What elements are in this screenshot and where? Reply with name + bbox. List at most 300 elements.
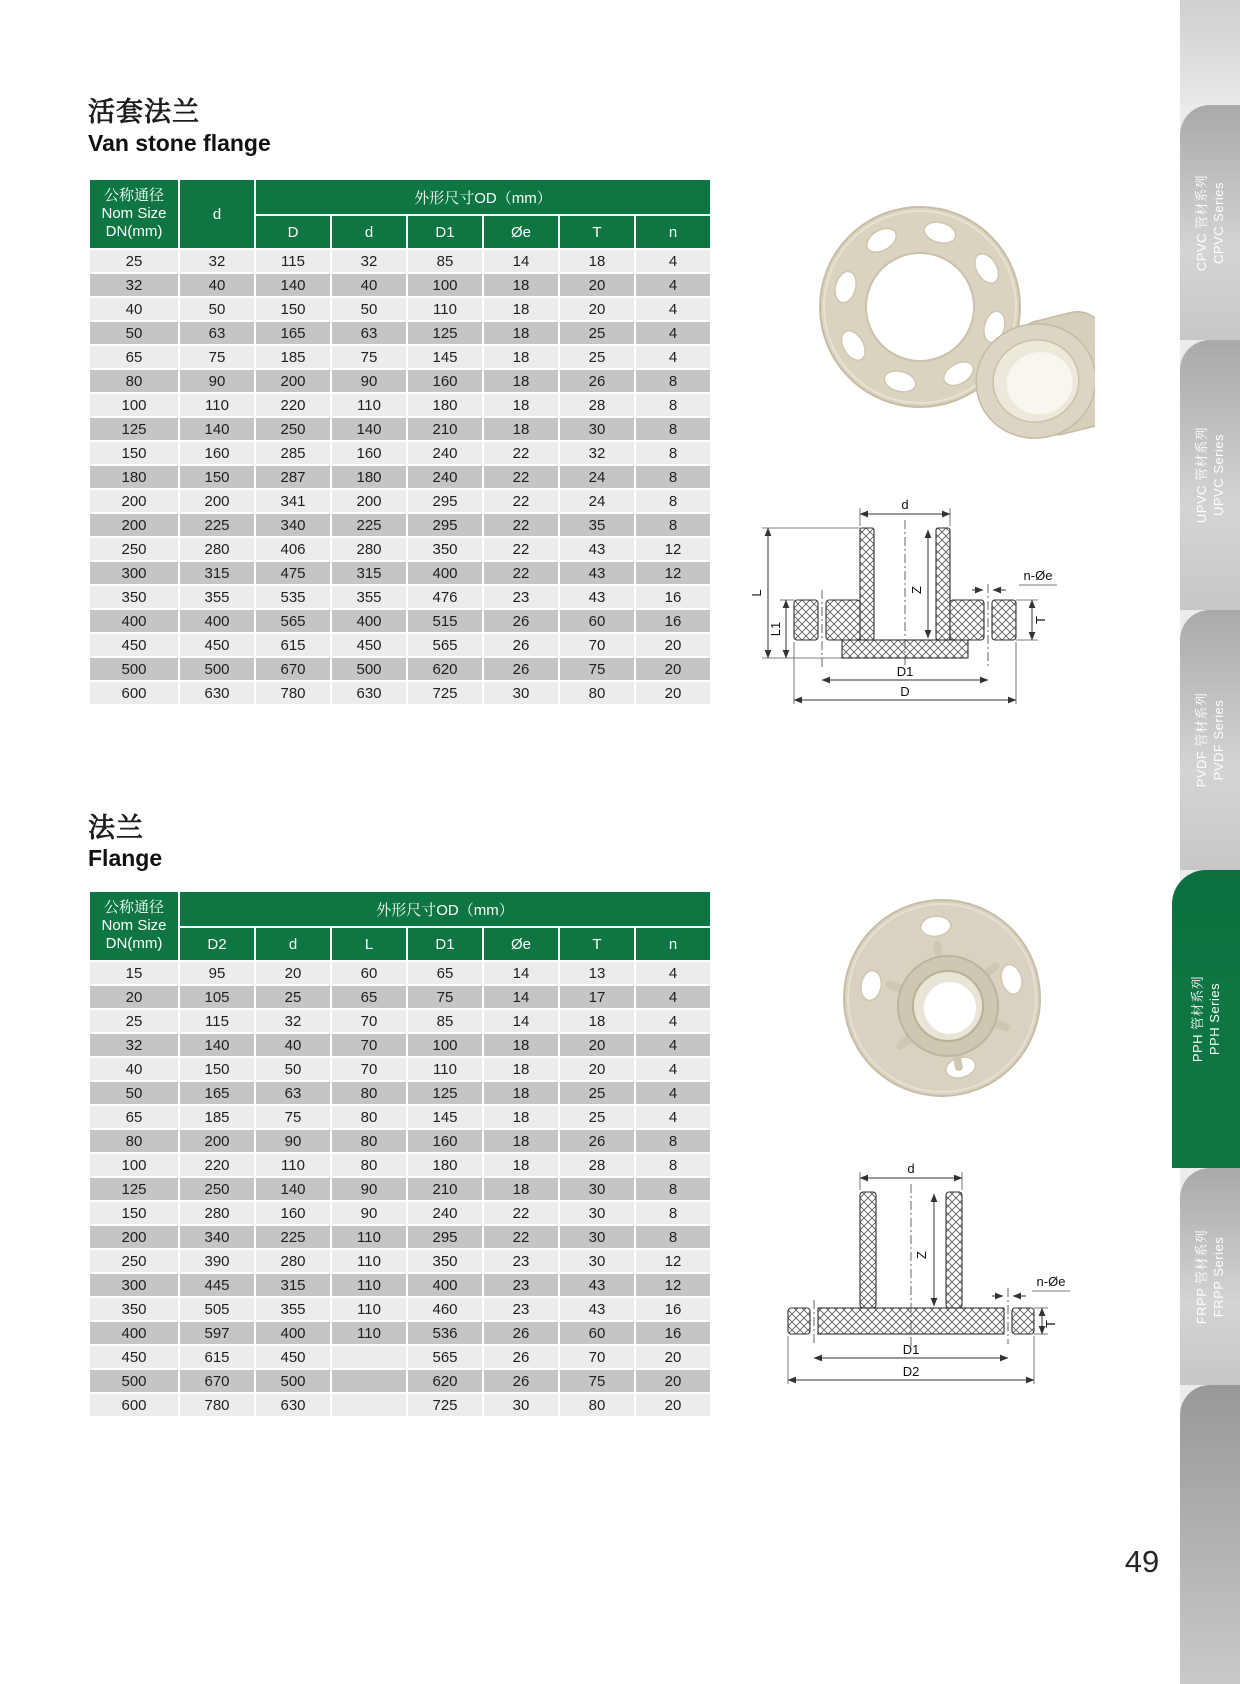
table-cell: 240 xyxy=(407,1201,483,1225)
table-cell: 26 xyxy=(483,609,559,633)
table-cell: 225 xyxy=(331,513,407,537)
table-row xyxy=(89,393,711,417)
table-cell: 12 xyxy=(635,561,711,585)
table-cell: 20 xyxy=(559,273,635,297)
table-cell: 110 xyxy=(331,1273,407,1297)
table-cell: 14 xyxy=(483,985,559,1009)
table-cell: 24 xyxy=(559,465,635,489)
table-cell: 30 xyxy=(559,1225,635,1249)
table-row xyxy=(89,249,711,273)
table-cell: 75 xyxy=(255,1105,331,1129)
table-cell: 350 xyxy=(407,1249,483,1273)
table-cell: 165 xyxy=(179,1081,255,1105)
table-cell: 210 xyxy=(407,417,483,441)
table-cell: 110 xyxy=(407,1057,483,1081)
dim-label-d2: D2 xyxy=(902,1364,920,1379)
dim-label-d1: D1 xyxy=(902,1342,920,1357)
table-cell: 16 xyxy=(635,609,711,633)
table-cell: 63 xyxy=(331,321,407,345)
col-header-nom-size xyxy=(89,891,179,961)
table-row xyxy=(89,417,711,441)
table-cell: 200 xyxy=(179,1129,255,1153)
table-cell: 240 xyxy=(407,465,483,489)
table-cell: 60 xyxy=(559,609,635,633)
sidebar-tab-cpvc[interactable] xyxy=(1180,105,1240,340)
table-cell: 26 xyxy=(483,1369,559,1393)
table-cell: 100 xyxy=(407,1033,483,1057)
table-cell xyxy=(331,1345,407,1369)
corner-line1: 公称通径 xyxy=(103,187,164,205)
table-cell: 18 xyxy=(483,273,559,297)
table-cell: 80 xyxy=(331,1105,407,1129)
table-cell: 295 xyxy=(407,513,483,537)
table-cell: 26 xyxy=(559,1129,635,1153)
table-cell: 340 xyxy=(255,513,331,537)
table-cell: 90 xyxy=(331,369,407,393)
table-row xyxy=(89,609,711,633)
table-cell: 28 xyxy=(559,393,635,417)
table-cell: 450 xyxy=(255,1345,331,1369)
table-cell: 4 xyxy=(635,249,711,273)
table-cell: 180 xyxy=(407,1153,483,1177)
table-cell: 250 xyxy=(89,537,179,561)
table-cell: 18 xyxy=(483,1057,559,1081)
table-cell: 18 xyxy=(483,393,559,417)
table-cell: 200 xyxy=(331,489,407,513)
table-cell: 26 xyxy=(559,369,635,393)
table-cell: 597 xyxy=(179,1321,255,1345)
table-cell: 20 xyxy=(559,1057,635,1081)
table-cell: 22 xyxy=(483,537,559,561)
table-cell: 14 xyxy=(483,961,559,985)
table-cell: 40 xyxy=(179,273,255,297)
col-header-n: n xyxy=(635,215,711,249)
table-cell: 600 xyxy=(89,1393,179,1417)
tab-label-zh: UPVC 管材系列 xyxy=(1194,426,1209,524)
table-cell: 615 xyxy=(179,1345,255,1369)
dim-label-d: d xyxy=(907,1161,915,1176)
table-cell: 50 xyxy=(255,1057,331,1081)
corner-line1: 公称通径 xyxy=(103,899,164,917)
table-cell: 70 xyxy=(331,1057,407,1081)
table-cell: 8 xyxy=(635,1129,711,1153)
dim-label-t: T xyxy=(1043,1320,1058,1328)
table-cell: 4 xyxy=(635,1033,711,1057)
table-cell: 515 xyxy=(407,609,483,633)
table-cell: 110 xyxy=(255,1153,331,1177)
table-cell: 400 xyxy=(89,609,179,633)
table-row xyxy=(89,681,711,705)
table-cell: 400 xyxy=(407,1273,483,1297)
table-cell: 80 xyxy=(331,1129,407,1153)
table-cell: 16 xyxy=(635,1321,711,1345)
table-cell: 725 xyxy=(407,1393,483,1417)
table-cell: 40 xyxy=(89,297,179,321)
table-cell: 8 xyxy=(635,417,711,441)
table-cell: 8 xyxy=(635,1153,711,1177)
table-cell: 43 xyxy=(559,537,635,561)
table-cell: 220 xyxy=(255,393,331,417)
table-cell: 355 xyxy=(179,585,255,609)
flange-photo xyxy=(790,872,1090,1124)
table-cell: 26 xyxy=(483,1345,559,1369)
table-cell: 400 xyxy=(255,1321,331,1345)
table-cell: 70 xyxy=(559,1345,635,1369)
table-cell: 20 xyxy=(559,1033,635,1057)
table-cell: 165 xyxy=(255,321,331,345)
table-cell: 18 xyxy=(483,1033,559,1057)
dim-label-noe: n-Øe xyxy=(1036,1274,1066,1289)
table-cell: 500 xyxy=(255,1369,331,1393)
table-cell: 4 xyxy=(635,1105,711,1129)
table-cell: 25 xyxy=(559,1081,635,1105)
table-cell: 200 xyxy=(89,1225,179,1249)
table-cell: 30 xyxy=(559,417,635,441)
table-cell: 780 xyxy=(255,681,331,705)
table-cell: 18 xyxy=(559,249,635,273)
table-cell: 225 xyxy=(255,1225,331,1249)
table-cell: 341 xyxy=(255,489,331,513)
table-cell: 160 xyxy=(331,441,407,465)
col-header-D1: D1 xyxy=(407,215,483,249)
table-cell: 30 xyxy=(559,1201,635,1225)
table-cell: 90 xyxy=(179,369,255,393)
tab-label-zh: PPH 管材系列 xyxy=(1190,975,1205,1063)
table-cell: 500 xyxy=(331,657,407,681)
table-cell: 450 xyxy=(331,633,407,657)
table-cell: 110 xyxy=(407,297,483,321)
table-cell: 500 xyxy=(179,657,255,681)
table-cell: 60 xyxy=(331,961,407,985)
table-row xyxy=(89,961,711,985)
tab-label-zh: FRPP 管材系列 xyxy=(1194,1229,1209,1324)
table-cell: 18 xyxy=(483,369,559,393)
flange-table xyxy=(88,890,712,1418)
table-cell: 90 xyxy=(331,1177,407,1201)
table-cell: 32 xyxy=(331,249,407,273)
section1-title-en: Van stone flange xyxy=(88,130,271,156)
table-cell: 65 xyxy=(407,961,483,985)
table-cell: 475 xyxy=(255,561,331,585)
table-cell: 17 xyxy=(559,985,635,1009)
tab-label-en: FRPP Series xyxy=(1211,1236,1226,1317)
table-cell: 670 xyxy=(179,1369,255,1393)
table-cell: 18 xyxy=(483,297,559,321)
dim-label-t: T xyxy=(1033,616,1048,624)
table-cell xyxy=(331,1393,407,1417)
table-cell: 300 xyxy=(89,561,179,585)
col-header-T: T xyxy=(559,927,635,961)
dim-label-z: Z xyxy=(909,586,924,594)
table-cell: 210 xyxy=(407,1177,483,1201)
col-header-T: T xyxy=(559,215,635,249)
corner-line3: DN(mm) xyxy=(105,934,163,952)
col-header-n: n xyxy=(635,927,711,961)
table-cell: 140 xyxy=(255,273,331,297)
table-cell: 26 xyxy=(483,633,559,657)
table-row xyxy=(89,441,711,465)
table-cell: 565 xyxy=(407,633,483,657)
sidebar-tab-frpp[interactable] xyxy=(1180,1168,1240,1385)
table-cell: 12 xyxy=(635,1249,711,1273)
table-cell: 16 xyxy=(635,1297,711,1321)
table-cell: 500 xyxy=(89,657,179,681)
table-cell: 150 xyxy=(89,1201,179,1225)
table-cell: 200 xyxy=(255,369,331,393)
col-header-D: D xyxy=(255,215,331,249)
table-cell: 23 xyxy=(483,585,559,609)
table-cell: 15 xyxy=(89,961,179,985)
table-cell: 60 xyxy=(559,1321,635,1345)
table-cell: 280 xyxy=(179,1201,255,1225)
table-cell: 125 xyxy=(89,1177,179,1201)
table-cell: 4 xyxy=(635,1057,711,1081)
col-header-D1: D1 xyxy=(407,927,483,961)
tab-label-en: PVDF Series xyxy=(1211,699,1226,781)
table-cell: 200 xyxy=(89,513,179,537)
table-cell: 8 xyxy=(635,393,711,417)
table-cell: 20 xyxy=(559,297,635,321)
table-cell: 40 xyxy=(89,1057,179,1081)
table-cell: 22 xyxy=(483,1225,559,1249)
dim-label-l: L xyxy=(749,589,764,597)
table-cell: 30 xyxy=(559,1177,635,1201)
dim-label-dd: D xyxy=(900,684,910,699)
table-cell: 22 xyxy=(483,441,559,465)
table-cell: 150 xyxy=(89,441,179,465)
group-header-od: 外形尺寸OD（mm） xyxy=(255,179,711,215)
table-cell: 85 xyxy=(407,1009,483,1033)
table-cell: 80 xyxy=(559,1393,635,1417)
table-cell: 295 xyxy=(407,489,483,513)
table-row xyxy=(89,321,711,345)
table-cell: 80 xyxy=(89,1129,179,1153)
table-cell: 280 xyxy=(179,537,255,561)
table-cell: 4 xyxy=(635,1081,711,1105)
table-cell: 25 xyxy=(559,345,635,369)
table-cell: 8 xyxy=(635,1225,711,1249)
table-cell: 620 xyxy=(407,657,483,681)
table-cell: 20 xyxy=(255,961,331,985)
table-cell: 105 xyxy=(179,985,255,1009)
table-row xyxy=(89,633,711,657)
table-cell: 100 xyxy=(407,273,483,297)
sidebar-spacer-bottom xyxy=(1180,1385,1240,1684)
table-row xyxy=(89,1081,711,1105)
table-cell: 70 xyxy=(331,1033,407,1057)
table-cell: 18 xyxy=(483,1177,559,1201)
table-cell: 18 xyxy=(483,321,559,345)
corner-line2: Nom Size xyxy=(101,205,167,223)
corner-line2: Nom Size xyxy=(101,917,167,935)
table-cell: 32 xyxy=(255,1009,331,1033)
table-cell: 8 xyxy=(635,369,711,393)
table-cell: 22 xyxy=(483,513,559,537)
table-cell: 125 xyxy=(89,417,179,441)
table-cell: 350 xyxy=(89,585,179,609)
sidebar-tab-pph-active[interactable] xyxy=(1172,870,1240,1168)
table-cell: 150 xyxy=(179,1057,255,1081)
table-cell: 110 xyxy=(331,1321,407,1345)
table-row xyxy=(89,297,711,321)
table-cell: 18 xyxy=(559,1009,635,1033)
table-cell: 8 xyxy=(635,489,711,513)
table-row xyxy=(89,345,711,369)
table-row xyxy=(89,1297,711,1321)
table-cell: 20 xyxy=(89,985,179,1009)
table-cell: 4 xyxy=(635,961,711,985)
table-cell: 25 xyxy=(89,249,179,273)
table-cell: 40 xyxy=(331,273,407,297)
van-stone-flange-photo xyxy=(790,185,1095,445)
table-cell: 22 xyxy=(483,489,559,513)
flange-section-drawing xyxy=(748,1158,1078,1393)
table-cell: 4 xyxy=(635,1009,711,1033)
table-cell: 18 xyxy=(483,1129,559,1153)
sidebar-tab-pvdf[interactable] xyxy=(1180,610,1240,870)
table-cell: 180 xyxy=(331,465,407,489)
table-cell: 18 xyxy=(483,1153,559,1177)
table-cell: 50 xyxy=(331,297,407,321)
table-cell: 25 xyxy=(559,1105,635,1129)
table-cell: 8 xyxy=(635,465,711,489)
sidebar-tab-upvc[interactable] xyxy=(1180,340,1240,610)
sidebar-spacer-top xyxy=(1180,0,1240,105)
table-cell: 75 xyxy=(559,657,635,681)
van-stone-flange-table xyxy=(88,178,712,706)
table-cell: 140 xyxy=(179,417,255,441)
table-cell: 285 xyxy=(255,441,331,465)
sidebar xyxy=(1180,0,1240,1684)
table-cell: 75 xyxy=(407,985,483,1009)
table-cell: 85 xyxy=(407,249,483,273)
section2-title-en: Flange xyxy=(88,845,163,871)
table-cell: 400 xyxy=(179,609,255,633)
table-row xyxy=(89,369,711,393)
table-cell: 600 xyxy=(89,681,179,705)
dim-label-d: d xyxy=(901,497,909,512)
tab-label-en: UPVC Series xyxy=(1211,433,1226,517)
table-row xyxy=(89,1033,711,1057)
table-cell: 16 xyxy=(635,585,711,609)
table-cell: 8 xyxy=(635,441,711,465)
table-cell: 24 xyxy=(559,489,635,513)
table-cell: 300 xyxy=(89,1273,179,1297)
table-cell: 350 xyxy=(89,1297,179,1321)
tab-label-en: CPVC Series xyxy=(1211,181,1226,264)
page-number: 49 xyxy=(1124,1544,1160,1579)
table-cell: 22 xyxy=(483,465,559,489)
table-cell: 23 xyxy=(483,1273,559,1297)
table-cell: 26 xyxy=(483,1321,559,1345)
col-header-L: L xyxy=(331,927,407,961)
table-cell: 350 xyxy=(407,537,483,561)
table-cell: 18 xyxy=(483,345,559,369)
table-cell: 32 xyxy=(179,249,255,273)
table-cell: 18 xyxy=(483,1105,559,1129)
dim-label-z: Z xyxy=(914,1251,929,1259)
table-cell: 505 xyxy=(179,1297,255,1321)
table-cell: 160 xyxy=(407,1129,483,1153)
table-row xyxy=(89,985,711,1009)
table-row xyxy=(89,1105,711,1129)
table-cell: 125 xyxy=(407,1081,483,1105)
table-cell: 32 xyxy=(89,273,179,297)
corner-line3: DN(mm) xyxy=(105,222,163,240)
table-cell: 225 xyxy=(179,513,255,537)
table-cell: 63 xyxy=(179,321,255,345)
table-cell: 315 xyxy=(331,561,407,585)
table-cell: 90 xyxy=(331,1201,407,1225)
table-cell: 355 xyxy=(255,1297,331,1321)
table-cell: 25 xyxy=(89,1009,179,1033)
table-cell: 23 xyxy=(483,1297,559,1321)
table-cell: 500 xyxy=(89,1369,179,1393)
table-cell: 50 xyxy=(89,1081,179,1105)
section1-title-zh: 活套法兰 xyxy=(88,97,200,127)
table-row xyxy=(89,1177,711,1201)
table-cell: 535 xyxy=(255,585,331,609)
table-cell: 725 xyxy=(407,681,483,705)
table-cell: 43 xyxy=(559,1297,635,1321)
table-cell: 25 xyxy=(255,985,331,1009)
tab-label-zh: PVDF 管材系列 xyxy=(1194,692,1209,788)
table-cell: 460 xyxy=(407,1297,483,1321)
table-cell: 445 xyxy=(179,1273,255,1297)
table-cell: 4 xyxy=(635,297,711,321)
table-cell: 100 xyxy=(89,1153,179,1177)
table-cell: 4 xyxy=(635,321,711,345)
table-row xyxy=(89,1201,711,1225)
table-cell: 180 xyxy=(89,465,179,489)
table-row xyxy=(89,537,711,561)
table-row xyxy=(89,1057,711,1081)
table-row xyxy=(89,1225,711,1249)
table-cell: 75 xyxy=(559,1369,635,1393)
tab-label-zh: CPVC 管材系列 xyxy=(1194,174,1209,271)
table-cell: 406 xyxy=(255,537,331,561)
table-row xyxy=(89,1153,711,1177)
col-header-d: d xyxy=(255,927,331,961)
table-cell: 80 xyxy=(559,681,635,705)
table-cell: 200 xyxy=(179,489,255,513)
table-cell: 110 xyxy=(179,393,255,417)
table-cell: 26 xyxy=(483,657,559,681)
table-cell: 90 xyxy=(255,1129,331,1153)
table-cell: 75 xyxy=(331,345,407,369)
table-cell: 630 xyxy=(331,681,407,705)
table-cell: 65 xyxy=(89,1105,179,1129)
table-cell: 250 xyxy=(255,417,331,441)
table-cell: 125 xyxy=(407,321,483,345)
table-cell: 180 xyxy=(407,393,483,417)
table-cell: 150 xyxy=(179,465,255,489)
table-cell: 615 xyxy=(255,633,331,657)
table-cell: 20 xyxy=(635,681,711,705)
table-row xyxy=(89,465,711,489)
table-cell: 30 xyxy=(559,1249,635,1273)
table-cell: 13 xyxy=(559,961,635,985)
table-row xyxy=(89,1249,711,1273)
table-cell: 20 xyxy=(635,633,711,657)
col-header-D2: D2 xyxy=(179,927,255,961)
table-cell: 110 xyxy=(331,393,407,417)
table-cell: 287 xyxy=(255,465,331,489)
table-cell: 8 xyxy=(635,1201,711,1225)
table-cell: 400 xyxy=(331,609,407,633)
table-row xyxy=(89,561,711,585)
section2-title-zh: 法兰 xyxy=(88,813,144,843)
